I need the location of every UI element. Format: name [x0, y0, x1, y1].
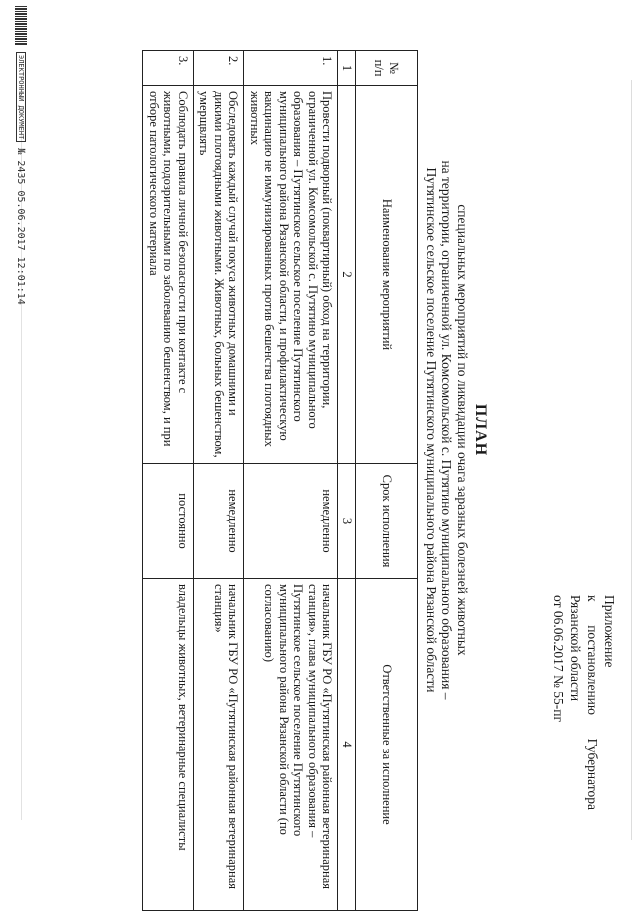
measures-table [143, 50, 419, 911]
header-number: № п/п [356, 51, 418, 86]
row-responsible: владельцы животных, ветеринарные специалисты [143, 579, 194, 911]
registration-number: № 2435 05.06.2017 12:01:14 [15, 148, 26, 305]
registration-stamp [15, 6, 27, 305]
row-number: 2. [194, 51, 245, 86]
plan-heading [424, 140, 491, 720]
row-number: 3. [143, 51, 194, 86]
plan-subtitle-line-1: специальных мероприятий по ликвидации очага заразных болезней животных [455, 204, 470, 656]
e-document-logo: ЭЛЕКТРОННЫЙ ДОКУМЕНТ [16, 52, 26, 142]
header-measure-name: Наименование мероприятий [356, 86, 418, 464]
scan-edge-top [631, 80, 632, 840]
appendix-line-4: от 06.06.2017 № 55-пг [551, 595, 566, 722]
appendix-line-2 [584, 595, 601, 810]
appendix-word-decree: постановлению [585, 625, 600, 715]
plan-subtitle-line-3: Путятинское сельское поселение Путятинского муниципального района Рязанской области [424, 167, 439, 693]
appendix-word-governor: Губернатора [585, 738, 600, 810]
row-measure: Обследовать каждый случай покуса животных домашними и дикими плотоядными животными. Животных, больных бешенством, умерщвлять [194, 86, 245, 464]
appendix-line-3: Рязанской области [568, 595, 583, 702]
header-responsible: Ответственные за исполнение [356, 579, 418, 911]
column-number: 2 [338, 86, 356, 464]
table-row [143, 51, 194, 911]
row-term: немедленно [194, 464, 245, 579]
plan-title: ПЛАН [472, 403, 489, 457]
row-responsible: начальник ГБУ РО «Путятинская районная ветеринарная станция», глава муниципального образования – Путятинское сельское поселение Путятинского муниципального района Рязанской области (по согласованию) [244, 579, 338, 911]
row-number: 1. [244, 51, 338, 86]
column-number: 3 [338, 464, 356, 579]
header-term: Срок исполнения [356, 464, 418, 579]
plan-subtitle-line-2: на территории, ограниченной ул. Комсомольской с. Путятино муниципального образования – [439, 160, 455, 700]
column-number: 1 [338, 51, 356, 86]
column-number-row [338, 51, 356, 911]
column-number: 4 [338, 579, 356, 911]
row-responsible: начальник ГБУ РО «Путятинская районная ветеринарная станция» [194, 579, 245, 911]
row-measure: Соблюдать правила личной безопасности при контакте с животными, подозрительными по заболеванию бешенством, и при отборе патологического материала [143, 86, 194, 464]
appendix-word-k: к [585, 595, 600, 602]
table-header-row [356, 51, 418, 911]
barcode-icon [15, 6, 27, 46]
table-row [244, 51, 338, 911]
table-row [194, 51, 245, 911]
row-term: немедленно [244, 464, 338, 579]
appendix-block [550, 595, 618, 810]
row-measure: Провести подворный (поквартирный) обход на территории, ограниченной ул. Комсомольской с. Путятино муниципального образования – Путятинское сельское поселение Путятинского муниципального района Рязанской области, и профилактическую вакцинацию не иммунизированных против бешенства плотоядных животных [244, 86, 338, 464]
row-term: постоянно [143, 464, 194, 579]
appendix-line-1: Приложение [602, 595, 617, 668]
